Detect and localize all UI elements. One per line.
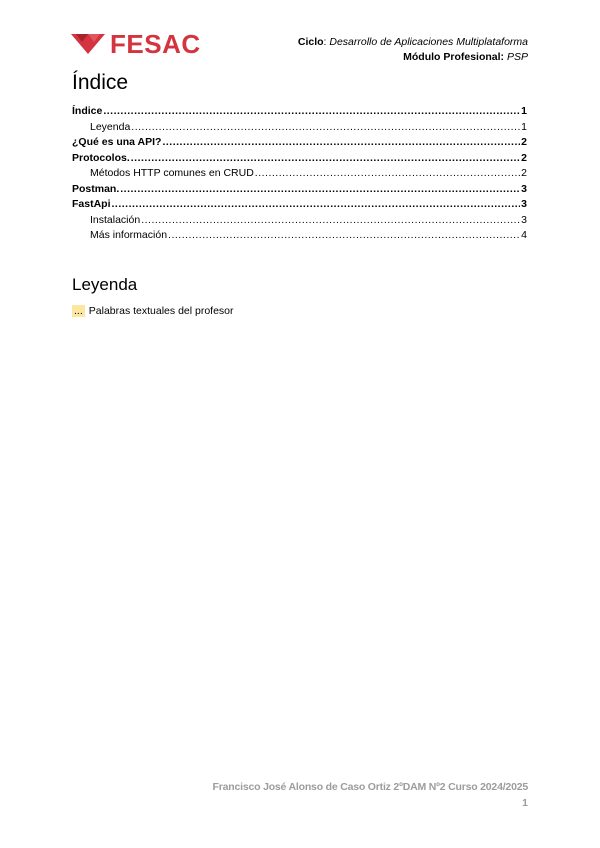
toc-entry-label: Protocolos. [72,151,130,164]
modulo-value: PSP [506,51,528,63]
toc-entry-label: Leyenda [90,120,131,133]
modulo-label: Módulo Profesional: [403,51,505,63]
toc-entry-page: 3 [521,198,527,210]
toc-entry-page: 3 [521,213,527,226]
toc-leader-dots [131,152,520,164]
logo-text: FESAC [110,29,201,59]
footer-author: Francisco José Alonso de Caso Ortiz 2ºDAM Nº2 Curso 2024/2025 [212,781,528,793]
toc-entry-page: 1 [521,120,527,133]
page-title: Índice [72,71,129,94]
toc-entry-page: 2 [521,167,527,179]
toc-entry-page: 2 [521,136,527,148]
toc-entry-label: FastApi [72,198,111,210]
modulo-line [298,50,528,65]
toc-entry-page: 4 [521,229,527,241]
toc-leader-dots [120,183,520,195]
toc-entry-label: Postman. [72,182,120,195]
legend-heading: Leyenda [72,275,138,294]
toc-entry-label: Más información [90,229,168,241]
toc-entry[interactable] [72,214,527,230]
ciclo-line: Ciclo: Desarrollo de Aplicaciones Multiplataforma [297,36,528,48]
legend-entry [72,305,234,317]
toc-entry[interactable] [72,229,527,245]
toc-entry-label: Instalación [90,213,141,226]
toc-leader-dots [168,229,520,241]
toc-leader-dots [162,136,520,148]
fesac-logo [71,31,201,57]
toc-entry[interactable] [72,198,527,214]
document-header [298,35,528,65]
toc-entry-page: 3 [521,182,527,195]
toc-entry-page: 1 [521,105,527,117]
toc-entry[interactable] [72,105,527,121]
toc-entry-label: Índice [72,105,103,117]
toc-entry[interactable] [72,121,527,137]
legend-description: Palabras textuales del profesor [88,305,234,317]
ciclo-value: Desarrollo de Aplicaciones Multiplataforma [329,36,528,48]
ciclo-label: Ciclo [297,36,324,48]
toc-entry-page: 2 [521,151,527,164]
toc-leader-dots [103,105,520,117]
toc-entry-label: ¿Qué es una API? [72,136,162,148]
toc-entry[interactable] [72,136,527,152]
toc-entry[interactable] [72,183,527,199]
page-number: 1 [522,797,528,809]
fesac-shield-icon [71,33,105,55]
toc-leader-dots [112,198,521,210]
toc-leader-dots [141,214,520,226]
toc-entry[interactable] [72,167,527,183]
toc-entry[interactable] [72,152,527,168]
table-of-contents [72,105,527,245]
legend-swatch: ... [74,305,83,317]
toc-leader-dots [131,121,520,133]
toc-leader-dots [255,167,520,179]
toc-entry-label: Métodos HTTP comunes en CRUD [90,167,254,179]
